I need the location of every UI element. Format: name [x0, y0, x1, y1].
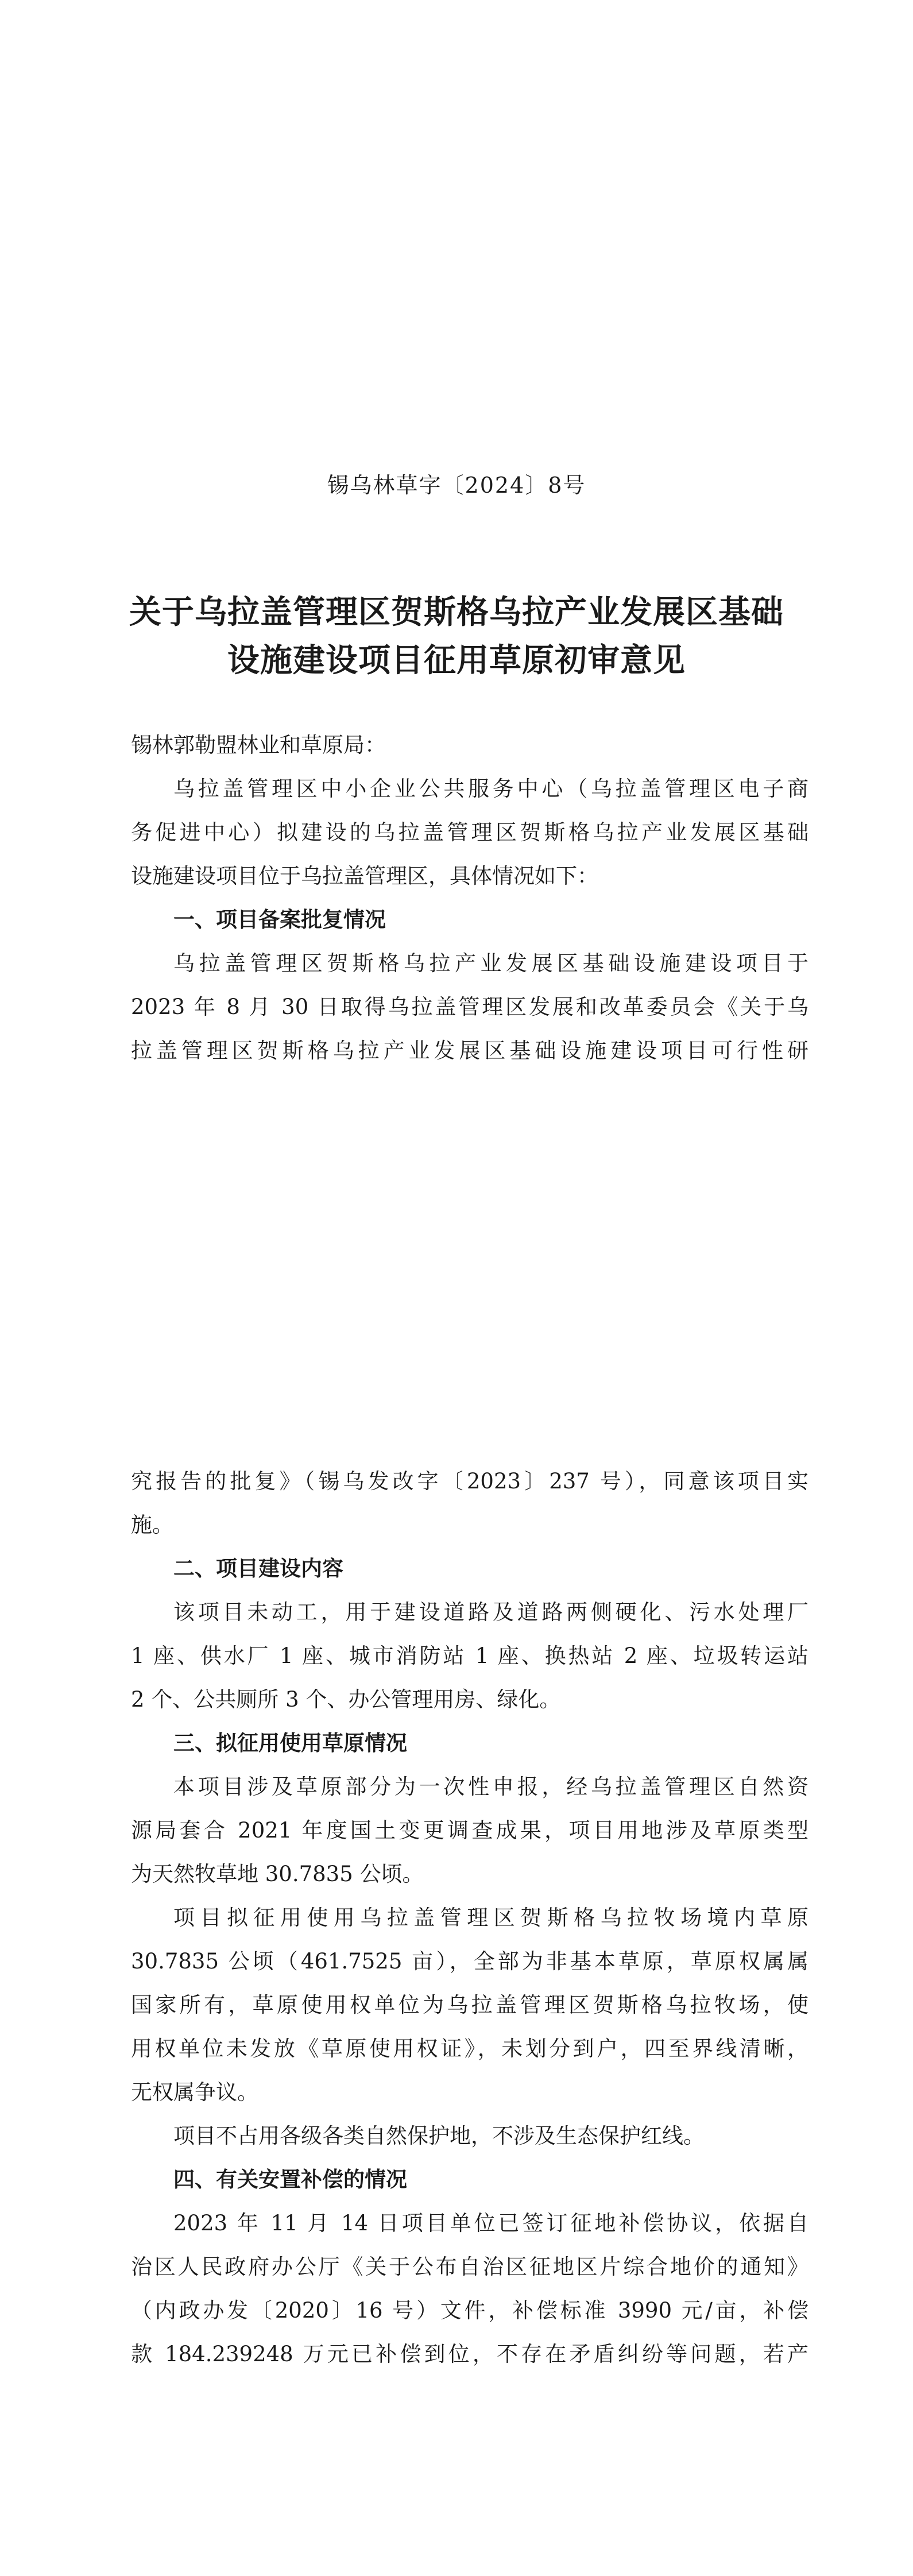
- section-3-paragraph-2: [131, 1896, 808, 2114]
- section-1-paragraph-continued: [131, 1460, 808, 1547]
- paragraph-line: 究报告的批复》（锡乌发改字〔2023〕237 号），同意该项目实: [131, 1469, 808, 1494]
- title-line-2: 设施建设项目征用草原初审意见: [227, 642, 686, 679]
- section-4-heading: 四、有关安置补偿的情况: [173, 2167, 407, 2192]
- document-number: 锡乌林草字〔2024〕8号: [327, 473, 586, 498]
- section-4-paragraph: [131, 2202, 808, 2376]
- paragraph-line: 款 184.239248 万元已补偿到位，不存在矛盾纠纷等问题，若产: [131, 2342, 808, 2366]
- section-2-paragraph: [131, 1591, 808, 1722]
- paragraph-line: 施。: [131, 1513, 173, 1537]
- section-2-heading: 二、项目建设内容: [173, 1556, 343, 1581]
- body-block-upper: [131, 724, 808, 1073]
- section-1-paragraph: [131, 942, 808, 1073]
- section-3-heading: 三、拟征用使用草原情况: [173, 1731, 407, 1755]
- paragraph-line: 项目拟征用使用乌拉盖管理区贺斯格乌拉牧场境内草原: [173, 1905, 808, 1930]
- paragraph-line: 乌拉盖管理区中小企业公共服务中心（乌拉盖管理区电子商: [173, 776, 808, 801]
- paragraph-line: 2 个、公共厕所 3 个、办公管理用房、绿化。: [131, 1687, 561, 1712]
- paragraph-line: 为天然牧草地 30.7835 公顷。: [131, 1862, 424, 1886]
- document-title: [115, 589, 798, 685]
- paragraph-line: 国家所有，草原使用权单位为乌拉盖管理区贺斯格乌拉牧场，使: [131, 1993, 808, 2017]
- paragraph-line: 务促进中心）拟建设的乌拉盖管理区贺斯格乌拉产业发展区基础: [131, 820, 808, 845]
- paragraph-line: 2023 年 8 月 30 日取得乌拉盖管理区发展和改革委员会《关于乌: [131, 995, 808, 1019]
- paragraph-line: 项目不占用各级各类自然保护地，不涉及生态保护红线。: [173, 2124, 705, 2148]
- paragraph-line: 无权属争议。: [131, 2080, 258, 2105]
- paragraph-line: 源局套合 2021 年度国土变更调查成果，项目用地涉及草原类型: [131, 1818, 808, 1843]
- paragraph-line: 设施建设项目位于乌拉盖管理区，具体情况如下：: [131, 864, 598, 888]
- body-block-lower: [131, 1460, 808, 2376]
- section-3-paragraph-1: [131, 1765, 808, 1896]
- section-3-paragraph-3: [131, 2114, 808, 2158]
- paragraph-line: 30.7835 公顷（461.7525 亩），全部为非基本草原，草原权属属: [131, 1949, 808, 1974]
- paragraph-line: 该项目未动工，用于建设道路及道路两侧硬化、污水处理厂: [173, 1600, 808, 1624]
- paragraph-line: 1 座、供水厂 1 座、城市消防站 1 座、换热站 2 座、垃圾转运站: [131, 1643, 808, 1668]
- paragraph-line: 乌拉盖管理区贺斯格乌拉产业发展区基础设施建设项目于: [173, 951, 808, 976]
- salutation: 锡林郭勒盟林业和草原局：: [131, 733, 386, 757]
- paragraph-line: 2023 年 11 月 14 日项目单位已签订征地补偿协议，依据自: [173, 2211, 808, 2235]
- paragraph-line: 用权单位未发放《草原使用权证》，未划分到户，四至界线清晰，: [131, 2036, 808, 2061]
- paragraph-line: 拉盖管理区贺斯格乌拉产业发展区基础设施建设项目可行性研: [131, 1038, 808, 1063]
- title-line-1: 关于乌拉盖管理区贺斯格乌拉产业发展区基础: [129, 594, 784, 631]
- paragraph-line: 本项目涉及草原部分为一次性申报，经乌拉盖管理区自然资: [173, 1774, 808, 1799]
- intro-paragraph: [131, 767, 808, 898]
- paragraph-line: （内政办发〔2020〕16 号）文件，补偿标准 3990 元/亩，补偿: [131, 2298, 808, 2323]
- paragraph-line: 治区人民政府办公厅《关于公布自治区征地区片综合地价的通知》: [131, 2254, 808, 2279]
- section-1-heading: 一、项目备案批复情况: [173, 907, 386, 932]
